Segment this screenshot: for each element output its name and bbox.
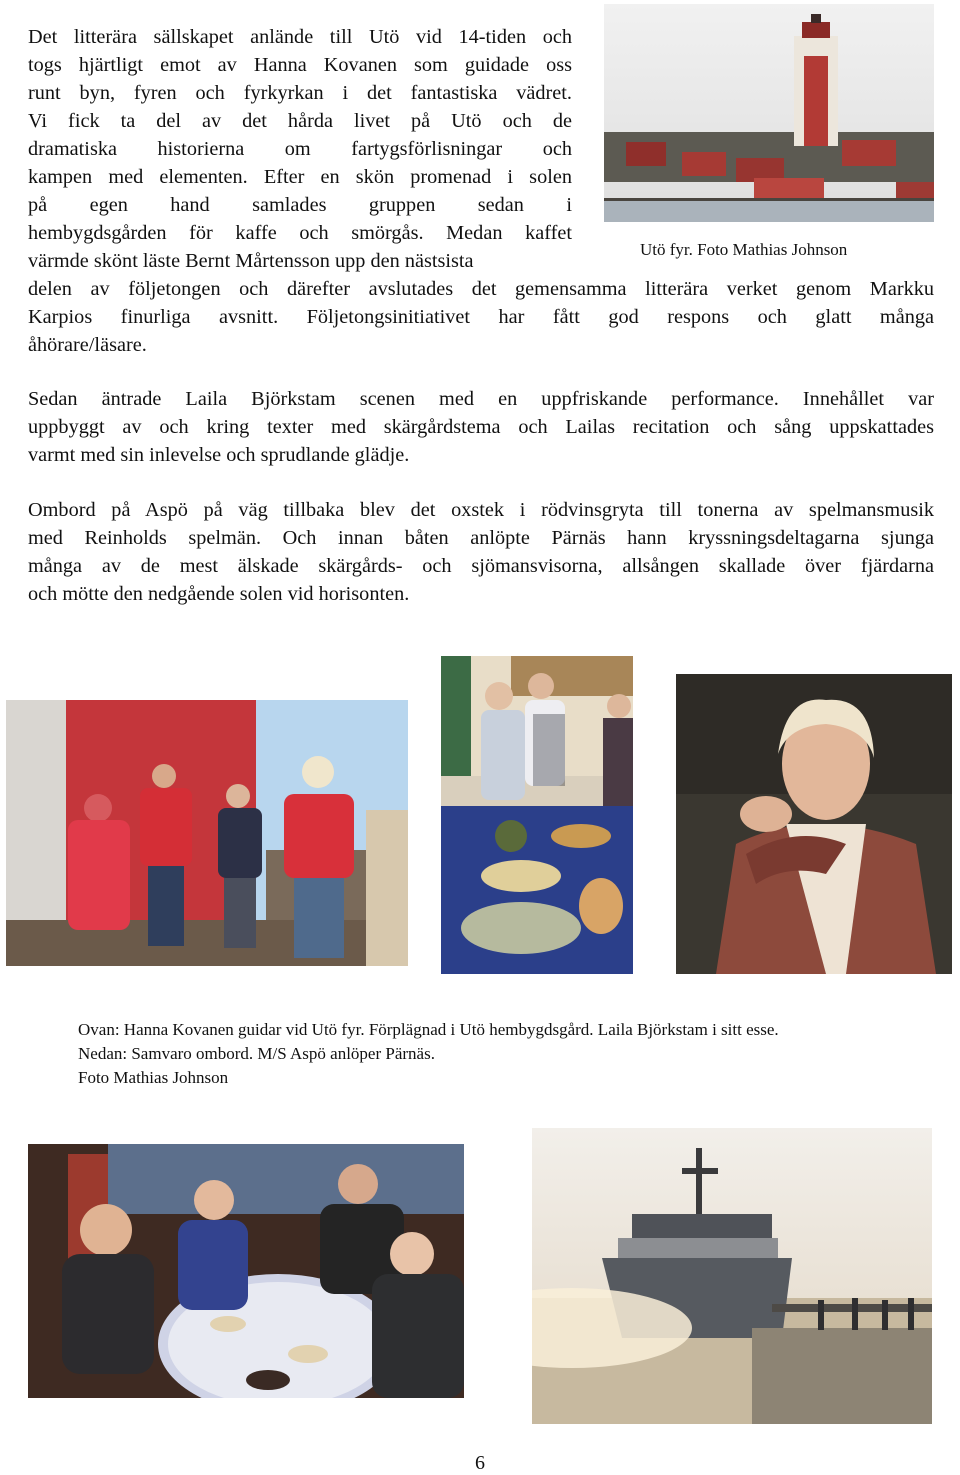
caption-line: Foto Mathias Johnson bbox=[78, 1068, 229, 1087]
text-line: och mötte den nedgående solen vid horisonten. bbox=[28, 583, 410, 605]
onboard-dinner-photo bbox=[28, 1144, 464, 1398]
text-line: varmt med sin inlevelse och sprudlande glädje. bbox=[28, 444, 410, 466]
text-line: kampen med elementen. Efter en skön promenad i solen bbox=[28, 166, 572, 188]
caption-line: Ovan: Hanna Kovanen guidar vid Utö fyr. Förplägnad i Utö hembygdsgård. Laila Björkstam i sitt esse. bbox=[78, 1020, 779, 1039]
caption-line: Nedan: Samvaro ombord. M/S Aspö anlöper Pärnäs. bbox=[78, 1044, 435, 1063]
text-line: värmde skönt läste Bernt Mårtensson upp den nästsista bbox=[28, 250, 474, 272]
text-line: dramatiska historierna om fartygsförlisningar och bbox=[28, 138, 572, 160]
text-line: på egen hand samlades gruppen sedan i bbox=[28, 194, 572, 216]
text-line: delen av följetongen och därefter avslutades det gemensamma litterära verket genom Markku bbox=[28, 278, 934, 300]
text-line: runt byn, fyren och fyrkyrkan i det fantastiska vädret. bbox=[28, 82, 572, 104]
coffee-table-photo bbox=[441, 656, 633, 974]
text-line: Sedan äntrade Laila Björkstam scenen med en uppfriskande performance. Innehållet var bbox=[28, 388, 934, 410]
page-number: 6 bbox=[475, 1452, 485, 1474]
laila-photo bbox=[676, 674, 952, 974]
text-line: många av de mest älskade skärgårds- och sjömansvisorna, allsången skallade över fjärdarna bbox=[28, 555, 934, 577]
text-line: Ombord på Aspö på väg tillbaka blev det oxstek i rödvinsgryta till tonerna av spelmansmusik bbox=[28, 499, 934, 521]
photo-caption bbox=[78, 1018, 938, 1090]
text-line: Det litterära sällskapet anlände till Utö vid 14-tiden och bbox=[28, 26, 572, 48]
text-line: togs hjärtligt emot av Hanna Kovanen som guidade oss bbox=[28, 54, 572, 76]
text-line: hembygdsgården för kaffe och smörgås. Medan kaffet bbox=[28, 222, 572, 244]
text-line: uppbyggt av och kring texter med skärgårdstema och Lailas recitation och sång uppskattades bbox=[28, 416, 934, 438]
text-line: Vi fick ta del av det hårda livet på Utö och de bbox=[28, 110, 572, 132]
text-line: med Reinholds spelmän. Och innan båten anlöpte Pärnäs hann kryssningsdeltagarna sjunga bbox=[28, 527, 934, 549]
ship-aspo-photo bbox=[532, 1128, 932, 1424]
text-line: Karpios finurliga avsnitt. Följetongsinitiativet har fått god respons och glatt många bbox=[28, 306, 934, 328]
guided-tour-photo bbox=[6, 700, 408, 966]
lighthouse-caption: Utö fyr. Foto Mathias Johnson bbox=[640, 240, 848, 259]
text-line: åhörare/läsare. bbox=[28, 334, 147, 356]
lighthouse-photo bbox=[604, 4, 934, 222]
